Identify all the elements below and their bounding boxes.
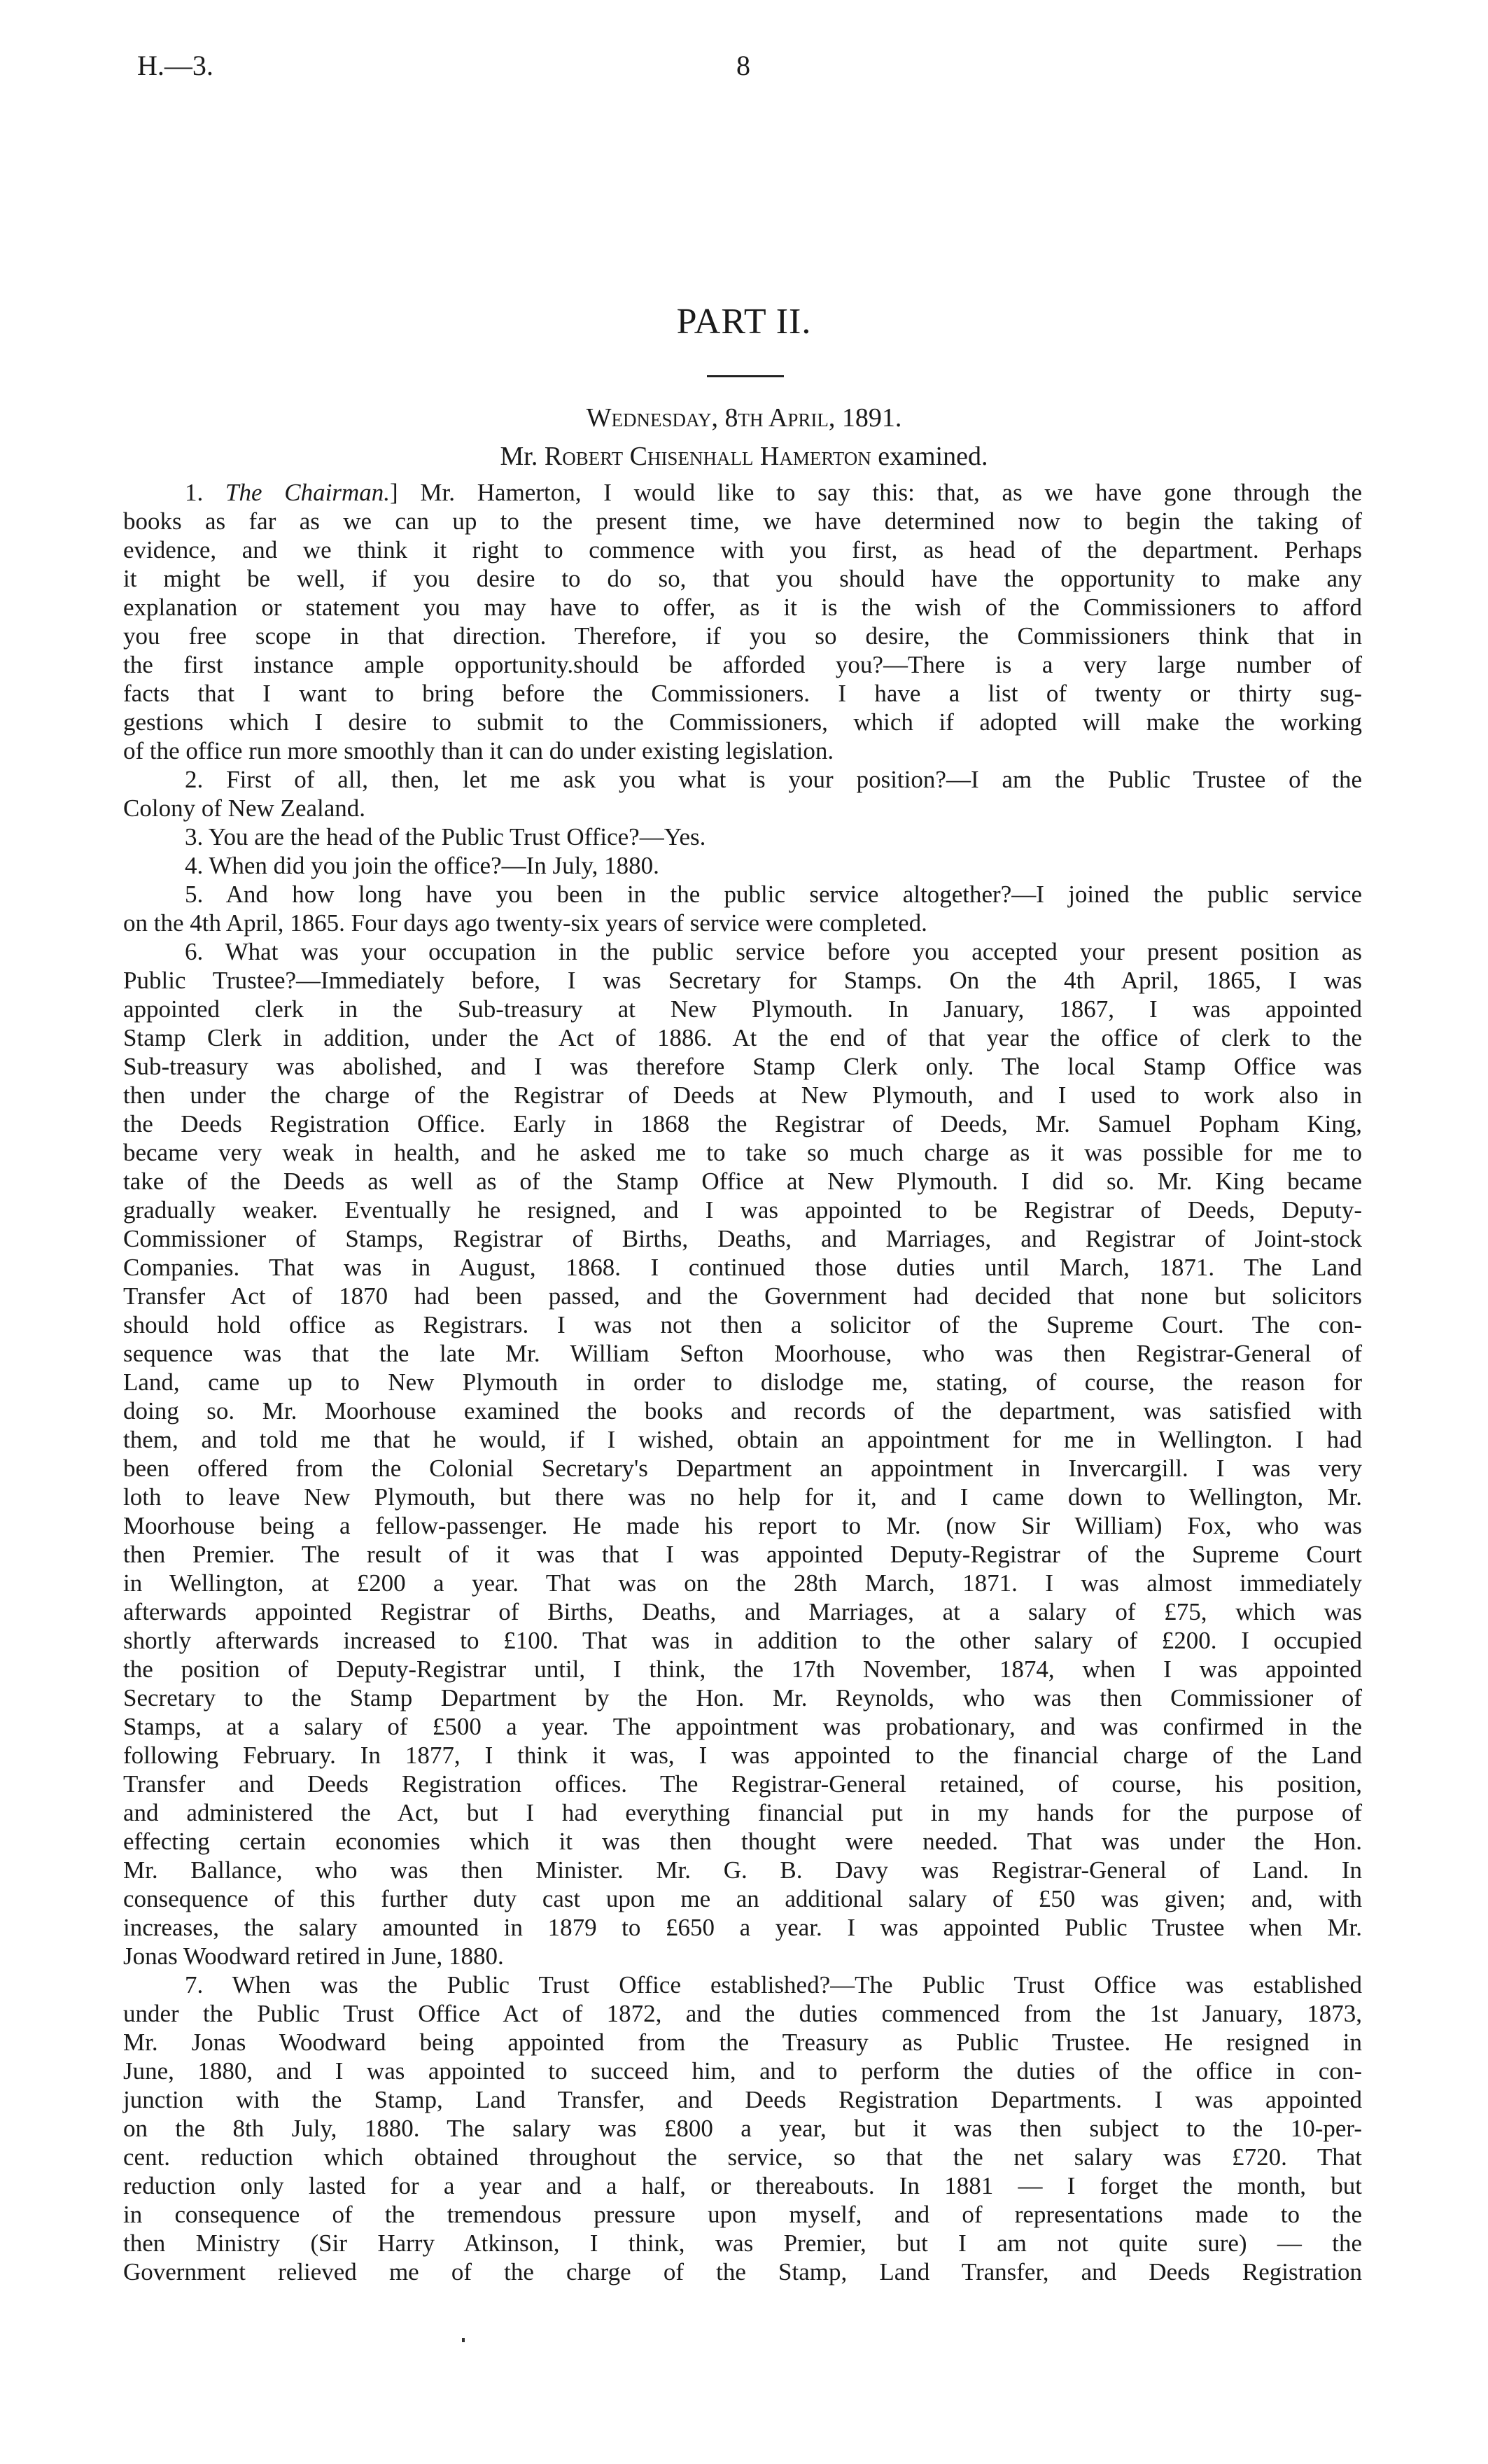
print-speck [462,2338,465,2342]
text-line: them, and told me that he would, if I wished, obtain an appointment for me in Wellington. I had [123,1426,1362,1453]
text-line: explanation or statement you may have to offer, as it is the wish of the Commissioners to afford [123,594,1362,621]
text-line: doing so. Mr. Moorhouse examined the books and records of the department, was satisfied with [123,1397,1362,1424]
text-line: 5. And how long have you been in the public service altogether?—I joined the public service [185,881,1362,908]
session-date: Wednesday, 8th April, 1891. [586,403,902,433]
text-line: Commissioner of Stamps, Registrar of Births, Deaths, and Marriages, and Registrar of Joint-stock [123,1225,1362,1252]
text-line: then under the charge of the Registrar of Deeds at New Plymouth, and I used to work also in [123,1082,1362,1109]
text-line: should hold office as Registrars. I was not then a solicitor of the Supreme Court. The con- [123,1311,1362,1338]
text-line: cent. reduction which obtained throughout the service, so that the net salary was £720. That [123,2143,1362,2171]
text-line: shortly afterwards increased to £100. That was in addition to the other salary of £200. I occupied [123,1627,1362,1654]
text-line: Colony of New Zealand. [123,794,366,822]
line-text: ] Mr. Hamerton, I would like to say this: that, as we have gone through the [390,479,1363,506]
text-line: appointed clerk in the Sub-treasury at New Plymouth. In January, 1867, I was appointed [123,995,1362,1023]
text-line: take of the Deeds as well as of the Stamp Office at New Plymouth. I did so. Mr. King became [123,1168,1362,1195]
text-line: June, 1880, and I was appointed to succeed him, and to perform the duties of the office in con- [123,2057,1362,2085]
text-line: 7. When was the Public Trust Office established?—The Public Trust Office was established [185,1971,1362,1998]
text-line: 6. What was your occupation in the public service before you accepted your present position as [185,938,1362,965]
text-line: Jonas Woodward retired in June, 1880. [123,1942,504,1970]
text-line: on the 4th April, 1865. Four days ago twenty-six years of service were completed. [123,909,927,937]
text-line: became very weak in health, and he asked me to take so much charge as it was possible for me to [123,1139,1362,1166]
text-line: Stamps, at a salary of £500 a year. The appointment was probationary, and was confirmed in the [123,1713,1362,1740]
part-title: PART II. [676,302,812,342]
text-line: gestions which I desire to submit to the Commissioners, which if adopted will make the working [123,708,1362,736]
text-line: books as far as we can up to the present time, we have determined now to begin the taking of [123,507,1362,535]
text-line: 2. First of all, then, let me ask you what is your position?—I am the Public Trustee of the [185,766,1362,793]
text-line: then Premier. The result of it was that I was appointed Deputy-Registrar of the Supreme Court [123,1541,1362,1568]
text-line: in consequence of the tremendous pressure upon myself, and of representations made to the [123,2201,1362,2228]
evidence-text [123,478,1362,2286]
question-number: 1. [185,479,204,506]
text-line: Stamp Clerk in addition, under the Act of 1886. At the end of that year the office of clerk to the [123,1024,1362,1051]
text-line: sequence was that the late Mr. William Sefton Moorhouse, who was then Registrar-General of [123,1340,1362,1367]
text-line: 3. You are the head of the Public Trust Office?—Yes. [185,823,706,850]
text-line: Public Trustee?—Immediately before, I was Secretary for Stamps. On the 4th April, 1865, I was [123,967,1362,994]
text-line: the Deeds Registration Office. Early in 1868 the Registrar of Deeds, Mr. Samuel Popham King, [123,1110,1362,1138]
text-line: and administered the Act, but I had everything financial put in my hands for the purpose of [123,1799,1362,1826]
text-line: evidence, and we think it right to commence with you first, as head of the department. Perhaps [123,536,1362,564]
witness-suffix: examined. [878,442,988,471]
text-line: been offered from the Colonial Secretary's Department an appointment in Invercargill. I was very [123,1455,1362,1482]
witness-name: Robert Chisenhall Hamerton [544,442,871,471]
paragraph-1-line-1 [123,478,1362,507]
page-number: 8 [736,50,750,81]
text-line: Mr. Ballance, who was then Minister. Mr. G. B. Davy was Registrar-General of Land. In [123,1856,1362,1884]
text-line: increases, the salary amounted in 1879 to £650 a year. I was appointed Public Trustee when Mr. [123,1914,1362,1941]
speaker-name: The Chairman. [225,479,390,506]
text-line: consequence of this further duty cast upon me an additional salary of £50 was given; and, with [123,1885,1362,1912]
witness-heading [0,441,1488,472]
text-line: loth to leave New Plymouth, but there was no help for it, and I came down to Wellington, Mr. [123,1483,1362,1511]
text-line: effecting certain economies which it was then thought were needed. That was under the Hon. [123,1828,1362,1855]
text-line: junction with the Stamp, Land Transfer, and Deeds Registration Departments. I was appointed [123,2086,1362,2113]
text-line: Companies. That was in August, 1868. I continued those duties until March, 1871. The Land [123,1254,1362,1281]
text-line: afterwards appointed Registrar of Births, Deaths, and Marriages, at a salary of £75, which was [123,1598,1362,1625]
text-line: 4. When did you join the office?—In July, 1880. [185,852,659,879]
section-divider [707,375,784,377]
text-line: Moorhouse being a fellow-passenger. He made his report to Mr. (now Sir William) Fox, who was [123,1512,1362,1539]
text-line: gradually weaker. Eventually he resigned, and I was appointed to be Registrar of Deeds, Deputy- [123,1196,1362,1224]
text-line: the first instance ample opportunity.should be afforded you?—There is a very large number of [123,651,1362,678]
text-line: facts that I want to bring before the Commissioners. I have a list of twenty or thirty sug- [123,680,1362,707]
text-line: reduction only lasted for a year and a half, or thereabouts. In 1881 — I forget the month, but [123,2172,1362,2199]
witness-prefix: Mr. [500,442,538,471]
text-line: Sub-treasury was abolished, and I was therefore Stamp Clerk only. The local Stamp Office was [123,1053,1362,1080]
text-line: Transfer Act of 1870 had been passed, and the Government had decided that none but solicitors [123,1282,1362,1310]
text-line: Land, came up to New Plymouth in order to dislodge me, stating, of course, the reason for [123,1368,1362,1396]
text-line: following February. In 1877, I think it was, I was appointed to the financial charge of the Land [123,1742,1362,1769]
text-line: in Wellington, at £200 a year. That was on the 28th March, 1871. I was almost immediately [123,1569,1362,1597]
text-line: then Ministry (Sir Harry Atkinson, I think, was Premier, but I am not quite sure) — the [123,2230,1362,2257]
text-line: on the 8th July, 1880. The salary was £800 a year, but it was then subject to the 10-per- [123,2115,1362,2142]
text-line: it might be well, if you desire to do so, that you should have the opportunity to make any [123,565,1362,592]
text-line: Mr. Jonas Woodward being appointed from the Treasury as Public Trustee. He resigned in [123,2029,1362,2056]
text-line: Government relieved me of the charge of the Stamp, Land Transfer, and Deeds Registration [123,2258,1362,2286]
document-reference: H.—3. [137,50,213,81]
text-line: the position of Deputy-Registrar until, I think, the 17th November, 1874, when I was appointed [123,1656,1362,1683]
text-line: you free scope in that direction. Therefore, if you so desire, the Commissioners think that in [123,622,1362,650]
text-line: under the Public Trust Office Act of 1872, and the duties commenced from the 1st January, 1873, [123,2000,1362,2027]
text-line: of the office run more smoothly than it can do under existing legislation. [123,737,834,764]
text-line: Transfer and Deeds Registration offices. The Registrar-General retained, of course, his position, [123,1770,1362,1798]
text-line: Secretary to the Stamp Department by the Hon. Mr. Reynolds, who was then Commissioner of [123,1684,1362,1712]
